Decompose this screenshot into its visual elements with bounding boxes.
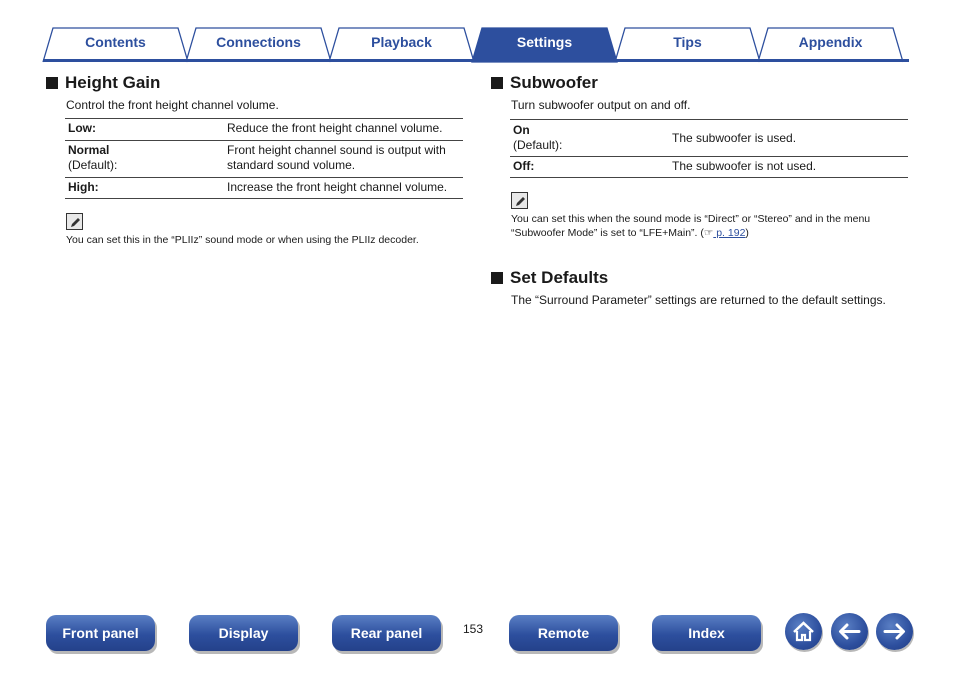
subwoofer-table <box>510 119 908 178</box>
option-description: Increase the front height channel volume. <box>227 180 448 194</box>
option-default-label: (Default): <box>513 138 563 152</box>
tab-appendix[interactable]: Appendix <box>798 34 863 50</box>
tab-playback[interactable]: Playback <box>371 34 432 50</box>
option-label: Normal <box>68 143 110 157</box>
home-icon <box>785 613 822 650</box>
table-row <box>65 141 463 178</box>
height-gain-heading <box>46 72 160 94</box>
home-button[interactable] <box>785 613 822 650</box>
pencil-note-icon <box>511 192 528 209</box>
height-gain-note: You can set this in the “PLIIz” sound mode or when using the PLIIz decoder. <box>66 234 419 246</box>
option-default-label: (Default): <box>68 158 118 172</box>
pencil-note-icon <box>66 213 83 230</box>
page-reference-icon: ☞ <box>703 227 714 239</box>
table-row <box>65 119 463 141</box>
set-defaults-description: The “Surround Parameter” settings are returned to the default settings. <box>511 293 886 307</box>
subwoofer-description: Turn subwoofer output on and off. <box>511 98 691 112</box>
page-number: 153 <box>463 622 484 636</box>
height-gain-description: Control the front height channel volume. <box>66 98 279 112</box>
option-label: High: <box>68 180 99 194</box>
subwoofer-title: Subwoofer <box>510 73 598 92</box>
option-description: The subwoofer is used. <box>672 130 797 145</box>
subwoofer-heading <box>491 72 598 94</box>
arrow-right-icon <box>876 613 913 650</box>
option-cell <box>65 141 224 177</box>
tab-tips[interactable]: Tips <box>673 34 702 50</box>
front-panel-button[interactable]: Front panel <box>46 615 155 651</box>
page-192-link[interactable]: p. 192 <box>713 227 746 239</box>
arrow-left-icon <box>831 613 868 650</box>
option-description: Reduce the front height channel volume. <box>227 121 443 135</box>
forward-button[interactable] <box>876 613 913 650</box>
tab-contents[interactable]: Contents <box>85 34 146 50</box>
option-label: Off: <box>513 159 535 173</box>
set-defaults-heading <box>491 267 608 289</box>
option-label: Low: <box>68 121 96 135</box>
option-description: The subwoofer is not used. <box>672 159 817 173</box>
subwoofer-note-line2: “Subwoofer Mode” is set to “LFE+Main”. (☞ p. 192) <box>511 227 749 239</box>
tab-bar <box>0 0 954 64</box>
rear-panel-button[interactable]: Rear panel <box>332 615 441 651</box>
tab-connections[interactable]: Connections <box>216 34 301 50</box>
height-gain-table <box>65 118 463 199</box>
option-cell <box>510 121 669 155</box>
set-defaults-title: Set Defaults <box>510 268 609 287</box>
option-description: Front height channel sound is output with standard sound volume. <box>227 143 446 172</box>
back-button[interactable] <box>831 613 868 650</box>
table-row <box>510 120 908 157</box>
section-square-icon <box>491 272 503 284</box>
remote-button[interactable]: Remote <box>509 615 618 651</box>
index-button[interactable]: Index <box>652 615 761 651</box>
subwoofer-note <box>511 212 911 240</box>
section-square-icon <box>491 77 503 89</box>
tab-shapes <box>0 0 954 64</box>
display-button[interactable]: Display <box>189 615 298 651</box>
table-row <box>65 178 463 199</box>
section-square-icon <box>46 77 58 89</box>
table-row <box>510 157 908 178</box>
tab-settings[interactable]: Settings <box>516 34 573 50</box>
option-label: On <box>513 123 530 137</box>
subwoofer-note-line1: You can set this when the sound mode is “Direct” or “Stereo” and in the menu <box>511 213 871 225</box>
height-gain-title: Height Gain <box>65 73 161 92</box>
